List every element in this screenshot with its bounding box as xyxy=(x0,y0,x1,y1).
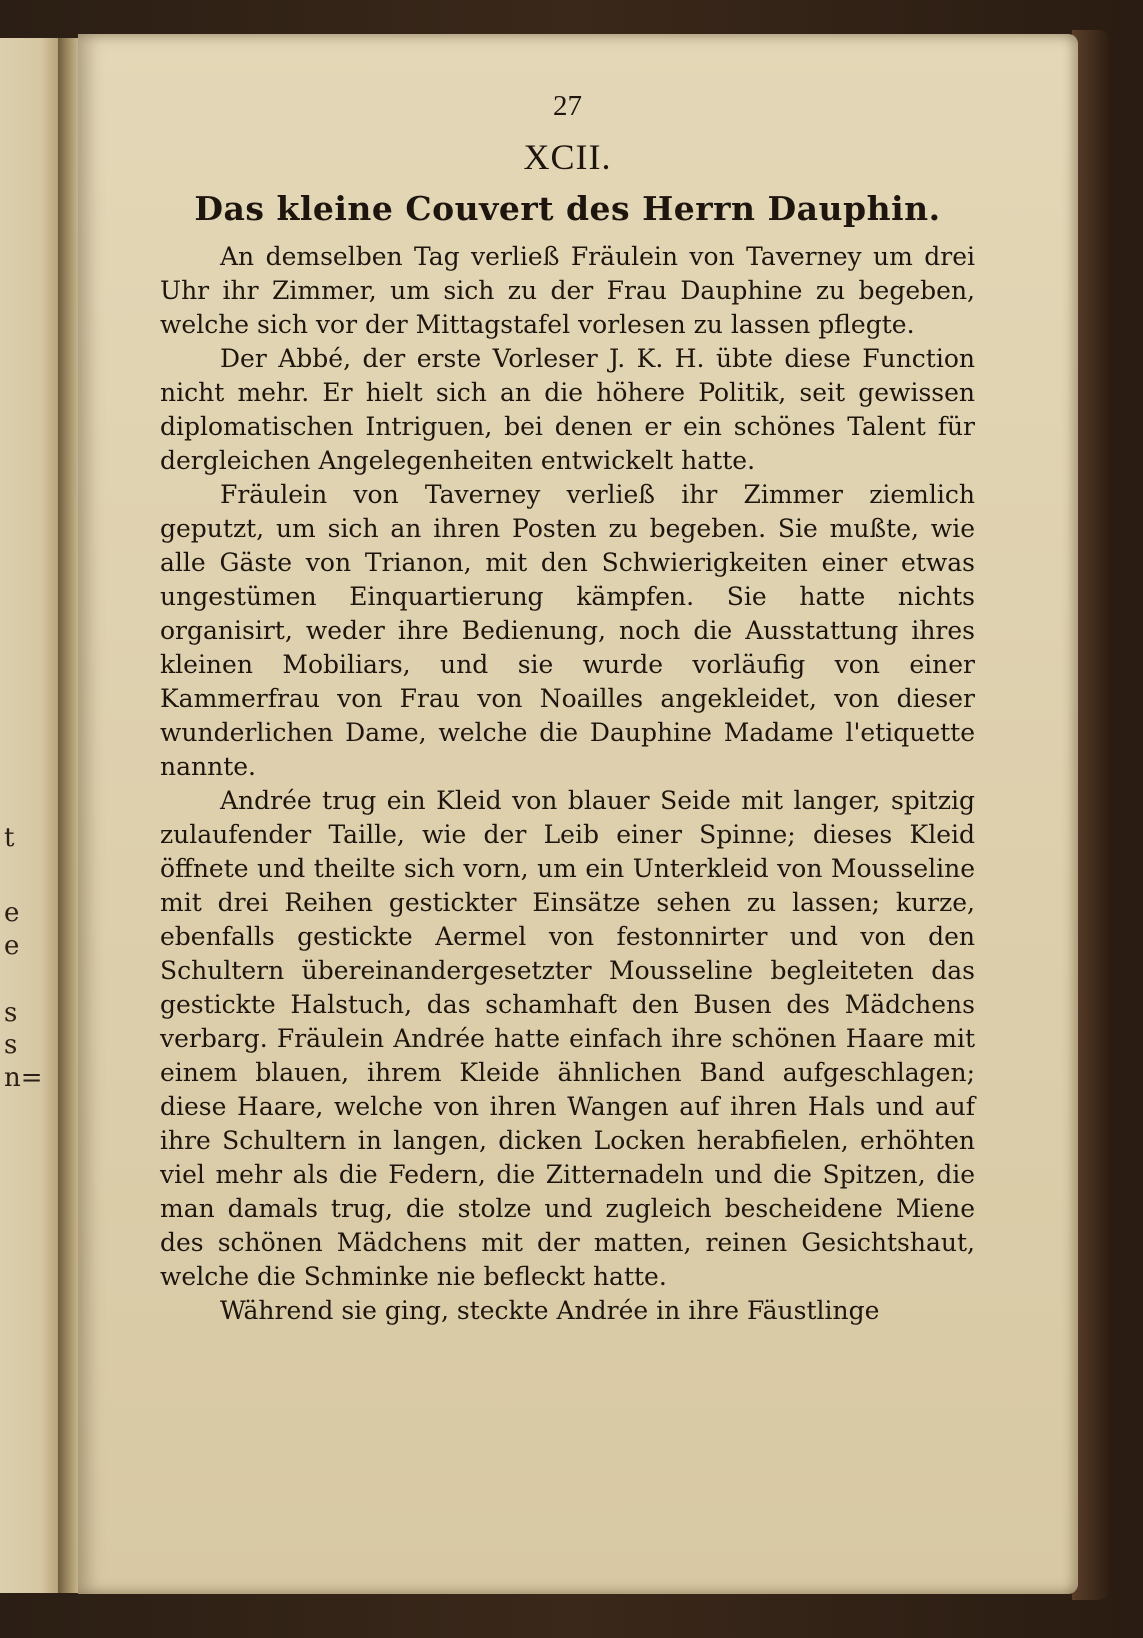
book-gutter xyxy=(58,38,80,1593)
facing-page-fragment: t xyxy=(4,823,15,853)
facing-page xyxy=(0,38,60,1593)
chapter-number: XCII. xyxy=(523,137,612,177)
facing-page-fragment: e xyxy=(4,898,20,928)
facing-page-fragment: s xyxy=(4,1030,18,1060)
paragraph: Fräulein von Taverney verließ ihr Zimmer ziemlich geputzt, um sich an ihren Posten zu begeben. Sie mußte, wie alle Gäste von Trianon, mit den Schwierigkeiten einer etwas ungestümen Einquartierung kämpfen. Sie hatte nichts organisirt, weder ihre Bedienung, noch die Ausstattung ihres kleinen Mobiliars, und sie wurde vorläufig von einer Kammerfrau von Frau von Noailles angekleidet, von dieser wunderlichen Dame, welche die Dauphine Madame l'etiquette nannte. xyxy=(160,480,975,781)
paragraph: Andrée trug ein Kleid von blauer Seide mit langer, spitzig zulaufender Taille, wie der Leib einer Spinne; dieses Kleid öffnete und theilte sich vorn, um ein Unterkleid von Mousseline mit drei Reihen gestickter Einsätze sehen zu lassen; kurze, ebenfalls gestickte Aermel von festonnirter und von den Schultern übereinandergesetzter Mousseline begleiteten das gestickte Halstuch, das schamhaft den Busen des Mädchens verbarg. Fräulein Andrée hatte einfach ihre schönen Haare mit einem blauen, ihrem Kleide ähnlichen Band aufgeschlagen; diese Haare, welche von ihren Wangen auf ihren Hals und auf ihre Schultern in langen, dicken Locken herabfielen, erhöhten viel mehr als die Federn, die Zitternadeln und die Spitzen, die man damals trug, die stolze und zugleich bescheidene Miene des schönen Mädchens mit der matten, reinen Gesichtshaut, welche die Schminke nie befleckt hatte. xyxy=(160,786,975,1291)
facing-page-fragment: s xyxy=(4,998,18,1028)
facing-page-fragment: n= xyxy=(4,1063,43,1093)
book-edge xyxy=(1072,30,1112,1600)
paragraph: Während sie ging, steckte Andrée in ihre Fäustlinge xyxy=(220,1296,880,1325)
page-content xyxy=(160,86,975,1486)
chapter-title: Das kleine Couvert des Herrn Dauphin. xyxy=(194,189,941,228)
paragraph: Der Abbé, der erste Vorleser J. K. H. übte diese Function nicht mehr. Er hielt sich an die höhere Politik, seit gewissen diplomatischen Intriguen, bei denen er ein schönes Talent für dergleichen Angelegenheiten entwickelt hatte. xyxy=(160,344,975,475)
facing-page-fragment: e xyxy=(4,931,20,961)
paragraph: An demselben Tag verließ Fräulein von Taverney um drei Uhr ihr Zimmer, um sich zu der Frau Dauphine zu begeben, welche sich vor der Mittagstafel vorlesen zu lassen pflegte. xyxy=(160,242,975,339)
page-number: 27 xyxy=(553,90,582,122)
